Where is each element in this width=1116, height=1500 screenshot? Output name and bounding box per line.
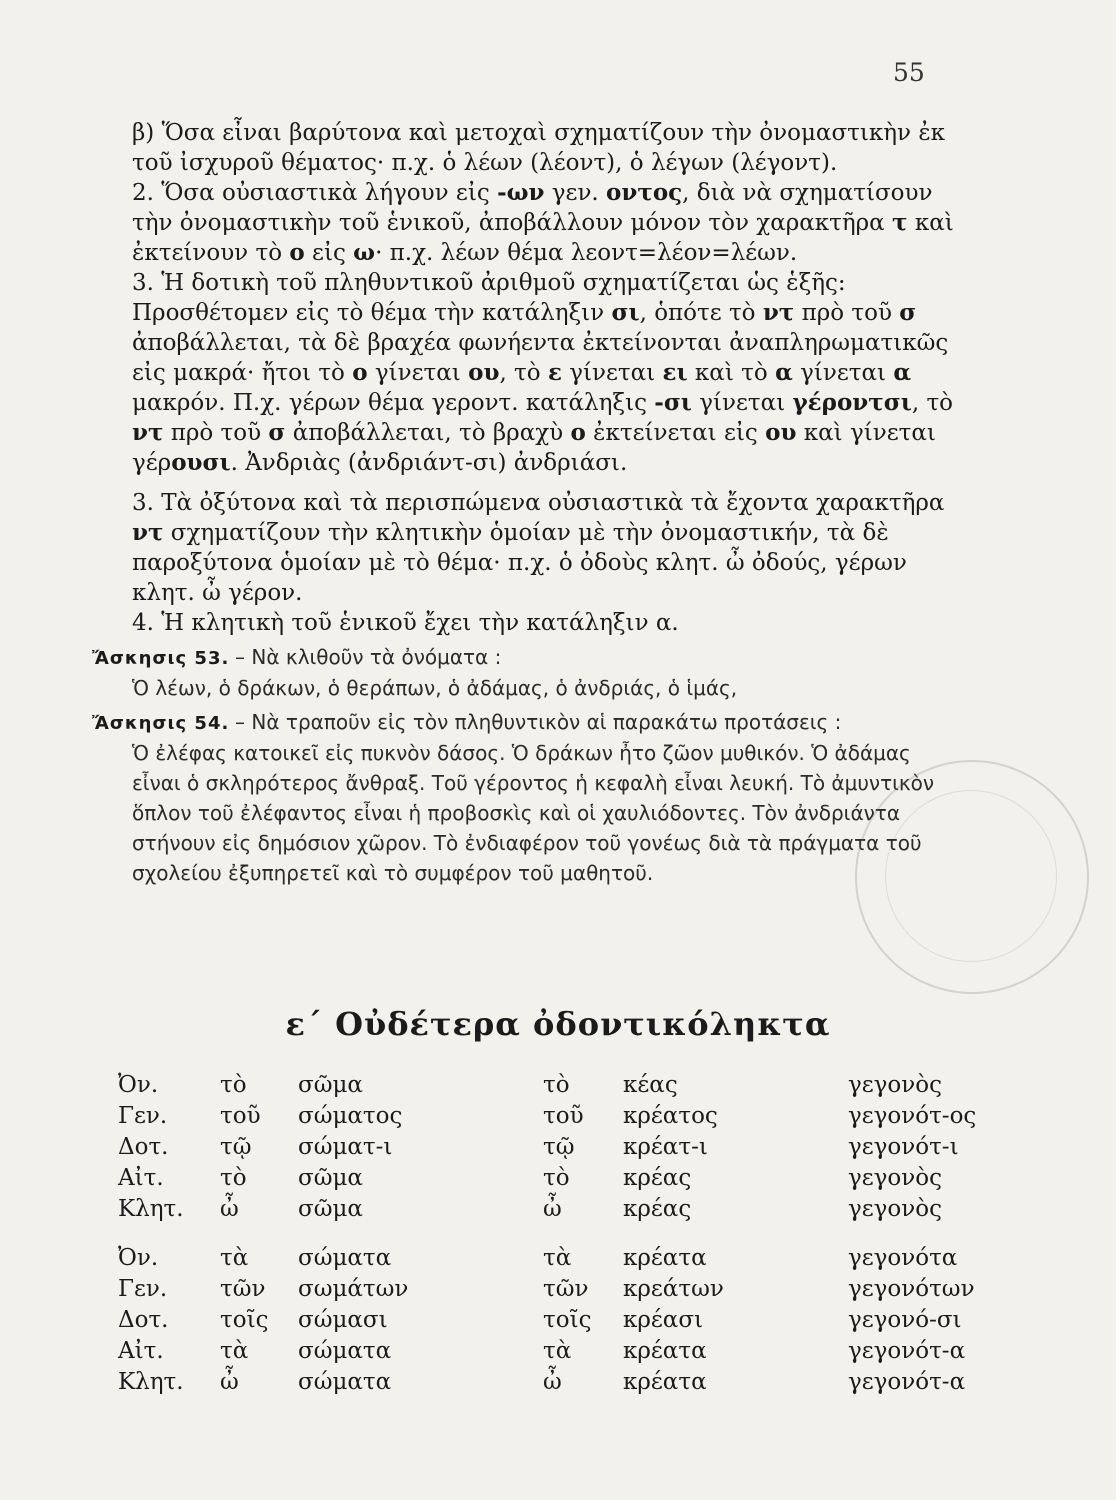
noun-soma: σῶμα <box>298 1196 363 1222</box>
noun-soma: σώματα <box>298 1338 392 1364</box>
article: τὸ <box>220 1165 247 1191</box>
declension-row <box>118 1369 988 1400</box>
declension-row <box>118 1103 988 1134</box>
library-stamp <box>855 760 1089 994</box>
noun-kreas: κρέας <box>623 1196 692 1222</box>
page-number: 55 <box>893 58 925 87</box>
noun-soma: σώμασι <box>298 1307 388 1333</box>
main-text <box>92 118 962 888</box>
participle-gegonos: γεγονότ-ος <box>848 1103 977 1129</box>
paragraph-beta: β) Ὅσα εἶναι βαρύτονα καὶ μετοχαὶ σχηματίζουν τὴν ὀνομαστικὴν ἐκ τοῦ ἰσχυροῦ θέματος· π.χ. ὁ λέων (λέοντ), ὁ λέγων (λέγοντ). <box>132 120 946 176</box>
article-2: τὸ <box>543 1165 570 1191</box>
participle-gegonos: γεγονὸς <box>848 1072 942 1098</box>
case-label: Ὀν. <box>118 1072 159 1098</box>
noun-kreas: κρεάτων <box>623 1276 724 1302</box>
noun-soma: σῶμα <box>298 1165 363 1191</box>
case-label: Γεν. <box>118 1103 168 1129</box>
noun-kreas: κρέατα <box>623 1369 707 1395</box>
noun-kreas: κρέας <box>623 1165 692 1191</box>
paragraph-rule-4: 4. Ἡ κλητικὴ τοῦ ἑνικοῦ ἔχει τὴν κατάληξιν α. <box>132 610 679 636</box>
noun-soma: σώματα <box>298 1245 392 1271</box>
case-label: Γεν. <box>118 1276 168 1302</box>
declension-row <box>118 1245 988 1276</box>
declension-row <box>118 1072 988 1103</box>
noun-soma: σωμάτων <box>298 1276 409 1302</box>
article: τῷ <box>220 1134 252 1160</box>
article-2: τοῦ <box>543 1103 584 1129</box>
case-label: Αἰτ. <box>118 1165 164 1191</box>
noun-kreas: κρέατα <box>623 1245 707 1271</box>
case-label: Δοτ. <box>118 1134 169 1160</box>
participle-gegonos: γεγονότ-α <box>848 1369 966 1395</box>
noun-soma: σῶμα <box>298 1072 363 1098</box>
participle-gegonos: γεγονότα <box>848 1245 958 1271</box>
article-2: τῶν <box>543 1276 589 1302</box>
noun-kreas: κρέατα <box>623 1338 707 1364</box>
article-2: ὦ <box>543 1369 562 1395</box>
case-label: Δοτ. <box>118 1307 169 1333</box>
article: ὦ <box>220 1369 239 1395</box>
noun-kreas: κρέατ-ι <box>623 1134 708 1160</box>
noun-soma: σώματ-ι <box>298 1134 393 1160</box>
article: τοῦ <box>220 1103 261 1129</box>
article-2: ὦ <box>543 1196 562 1222</box>
article: τὰ <box>220 1245 249 1271</box>
participle-gegonos: γεγονότ-ι <box>848 1134 959 1160</box>
declension-row <box>118 1196 988 1227</box>
declension-row <box>118 1165 988 1196</box>
noun-soma: σώματα <box>298 1369 392 1395</box>
article-2: τῷ <box>543 1134 575 1160</box>
noun-kreas: κέας <box>623 1072 678 1098</box>
case-label: Κλητ. <box>118 1369 184 1395</box>
exercise-53-heading: Ἄσκησις 53. – Νὰ κλιθοῦν τὰ ὀνόματα : <box>92 645 502 669</box>
case-label: Κλητ. <box>118 1196 184 1222</box>
section-heading: ε΄ Οὐδέτερα ὀδοντικόληκτα <box>285 1005 831 1043</box>
noun-kreas: κρέασι <box>623 1307 704 1333</box>
noun-kreas: κρέατος <box>623 1103 718 1129</box>
article-2: τὸ <box>543 1072 570 1098</box>
article-2: τοῖς <box>543 1307 592 1333</box>
declension-row <box>118 1134 988 1165</box>
exercise-54-heading: Ἄσκησις 54. – Νὰ τραποῦν εἰς τὸν πληθυντικὸν αἱ παρακάτω προτάσεις : <box>92 710 842 734</box>
noun-soma: σώματος <box>298 1103 403 1129</box>
declension-row <box>118 1276 988 1307</box>
article-2: τὰ <box>543 1245 572 1271</box>
plural-block <box>118 1245 988 1400</box>
case-label: Ὀν. <box>118 1245 159 1271</box>
article: τοῖς <box>220 1307 269 1333</box>
article: τῶν <box>220 1276 266 1302</box>
case-label: Αἰτ. <box>118 1338 164 1364</box>
participle-gegonos: γεγονότων <box>848 1276 975 1302</box>
singular-block <box>118 1072 988 1227</box>
article-2: τὰ <box>543 1338 572 1364</box>
participle-gegonos: γεγονότ-α <box>848 1338 966 1364</box>
participle-gegonos: γεγονό-σι <box>848 1307 962 1333</box>
declension-row <box>118 1338 988 1369</box>
declension-table <box>118 1072 988 1400</box>
declension-row <box>118 1307 988 1338</box>
article: τὸ <box>220 1072 247 1098</box>
participle-gegonos: γεγονὸς <box>848 1165 942 1191</box>
participle-gegonos: γεγονὸς <box>848 1196 942 1222</box>
article: τὰ <box>220 1338 249 1364</box>
paragraph-rule-2: 2. Ὅσα οὐσιαστικὰ λήγουν εἰς -ων γεν. οντος, διὰ νὰ σχηματίσουν τὴν ὀνομαστικὴν τοῦ ἑνικοῦ, ἀποβάλλουν μόνον τὸν χαρακτῆρα τ καὶ ἐκτείνουν τὸ ο εἰς ω· π.χ. λέων θέμα λεοντ=λέον=λέων. <box>132 179 954 266</box>
exercise-54-text: Ὁ ἐλέφας κατοικεῖ εἰς πυκνὸν δάσος. Ὁ δράκων ἦτο ζῶον μυθικόν. Ὁ ἀδάμας εἶναι ὁ σκληρότερος ἄνθραξ. Τοῦ γέροντος ἡ κεφαλὴ εἶναι λευκή. Τὸ ἀμυντικὸν ὅπλον τοῦ ἐλέφαντος εἶναι ἡ προβοσκὶς καὶ οἱ χαυλιόδοντες. Τὸν ἀνδριάντα στήνουν εἰς δημόσιον χῶρον. Τὸ ἐνδιαφέρον τοῦ γονέως διὰ τὰ πράγματα τοῦ σχολείου ἐξυπηρετεῖ καὶ τὸ συμφέρον τοῦ μαθητοῦ. <box>132 741 935 885</box>
paragraph-rule-3-vocative: 3. Τὰ ὀξύτονα καὶ τὰ περισπώμενα οὐσιαστικὰ τὰ ἔχοντα χαρακτῆρα ντ σχηματίζουν τὴν κλητικὴν ὁμοίαν μὲ τὴν ὀνομαστικήν, τὰ δὲ παροξύτονα ὁμοίαν μὲ τὸ θέμα· π.χ. ὁ ὀδοὺς κλητ. ὦ ὀδούς, γέρων κλητ. ὦ γέρον. <box>132 490 945 606</box>
paragraph-rule-3-dative: 3. Ἡ δοτικὴ τοῦ πληθυντικοῦ ἀριθμοῦ σχηματίζεται ὡς ἑξῆς: Προσθέτομεν εἰς τὸ θέμα τὴν κατάληξιν σι, ὁπότε τὸ ντ πρὸ τοῦ σ ἀποβάλλεται, τὰ δὲ βραχέα φωνήεντα ἐκτείνονται ἀναπληρωματικῶς εἰς μακρά· ἤτοι τὸ ο γίνεται ου, τὸ ε γίνεται ει καὶ τὸ α γίνεται α μακρόν. Π.χ. γέρων θέμα γεροντ. κατάληξις -σι γίνεται γέροντσι, τὸ ντ πρὸ τοῦ σ ἀποβάλλεται, τὸ βραχὺ ο ἐκτείνεται εἰς ου καὶ γίνεται γέρουσι. Ἀνδριὰς (ἀνδριάντ-σι) ἀνδριάσι. <box>132 270 954 476</box>
article: ὦ <box>220 1196 239 1222</box>
exercise-53-words: Ὁ λέων, ὁ δράκων, ὁ θεράπων, ὁ ἀδάμας, ὁ ἀνδριάς, ὁ ἱμάς, <box>132 676 738 700</box>
